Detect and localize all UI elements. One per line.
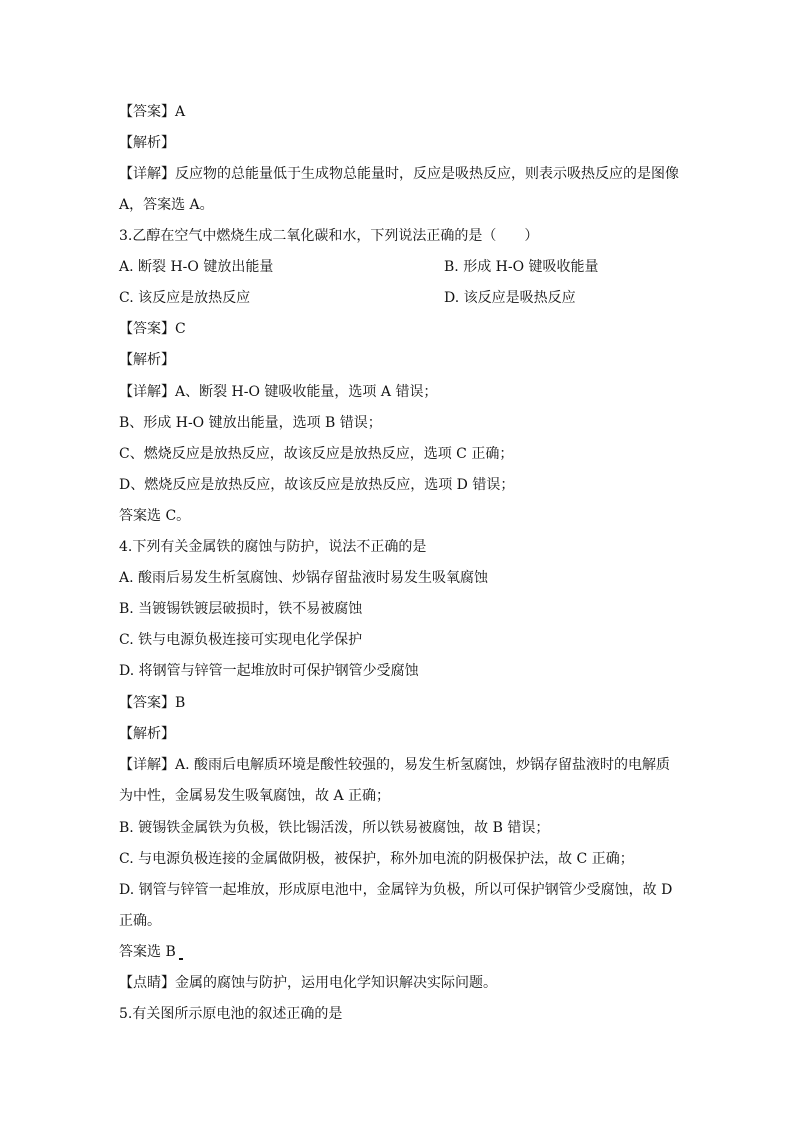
q4-answer: 【答案】B	[119, 695, 186, 711]
q4-option-b: B. 当镀锡铁镀层破损时，铁不易被腐蚀	[119, 601, 363, 617]
q5-stem: 5.有关图所示原电池的叙述正确的是	[119, 1006, 343, 1022]
q4-conclusion-row	[119, 942, 183, 962]
q3-analysis-heading: 【解析】	[119, 352, 175, 368]
q4-option-a: A. 酸雨后易发生析氢腐蚀、炒锅存留盐液时易发生吸氧腐蚀	[119, 570, 489, 586]
q4-detail-a-line1: 【详解】A. 酸雨后电解质环境是酸性较强的，易发生析氢腐蚀，炒锅存留盐液时的电解质	[119, 757, 671, 773]
q4-detail-c: C. 与电源负极连接的金属做阴极，被保护，称外加电流的阴极保护法，故 C 正确；	[119, 851, 634, 867]
q3-option-c: C. 该反应是放热反应	[119, 290, 251, 306]
text-cursor-mark	[179, 958, 183, 960]
q2-analysis-heading: 【解析】	[119, 135, 175, 151]
q2-detail-line1: 【详解】反应物的总能量低于生成物总能量时，反应是吸热反应，则表示吸热反应的是图像	[119, 166, 679, 182]
q3-option-b: B. 形成 H-O 键吸收能量	[444, 259, 599, 275]
q4-detail-b: B. 镀锡铁金属铁为负极，铁比锡活泼，所以铁易被腐蚀，故 B 错误；	[119, 820, 550, 836]
q2-detail-line2: A，答案选 A。	[119, 197, 214, 213]
q4-conclusion: 答案选 B	[119, 944, 176, 960]
q4-detail-d-line1: D. 钢管与锌管一起堆放，形成原电池中，金属锌为负极，所以可保护钢管少受腐蚀，故 D	[119, 882, 673, 898]
q4-detail-d-line2: 正确。	[119, 913, 161, 929]
q3-detail-a: 【详解】A、断裂 H-O 键吸收能量，选项 A 错误；	[119, 384, 438, 400]
q3-stem: 3.乙醇在空气中燃烧生成二氧化碳和水，下列说法正确的是（ ）	[119, 228, 539, 244]
q4-detail-a-line2: 为中性，金属易发生吸氧腐蚀，故 A 正确；	[119, 788, 391, 804]
q4-analysis-heading: 【解析】	[119, 726, 175, 742]
q3-conclusion: 答案选 C。	[119, 508, 191, 524]
q4-option-c: C. 铁与电源负极连接可实现电化学保护	[119, 632, 363, 648]
q4-stem: 4.下列有关金属铁的腐蚀与防护，说法不正确的是	[119, 539, 427, 555]
q3-detail-b: B、形成 H-O 键放出能量，选项 B 错误；	[119, 415, 382, 431]
q4-option-d: D. 将钢管与锌管一起堆放时可保护钢管少受腐蚀	[119, 663, 419, 679]
q3-detail-c: C、燃烧反应是放热反应，故该反应是放热反应，选项 C 正确；	[119, 446, 514, 462]
q3-option-a: A. 断裂 H-O 键放出能量	[119, 259, 274, 275]
q3-detail-d: D、燃烧反应是放热反应，故该反应是放热反应，选项 D 错误；	[119, 477, 515, 493]
q3-answer: 【答案】C	[119, 321, 186, 337]
q4-remark: 【点睛】金属的腐蚀与防护，运用电化学知识解决实际问题。	[119, 975, 497, 991]
q2-answer: 【答案】A	[119, 104, 186, 120]
q3-option-d: D. 该反应是吸热反应	[444, 290, 576, 306]
